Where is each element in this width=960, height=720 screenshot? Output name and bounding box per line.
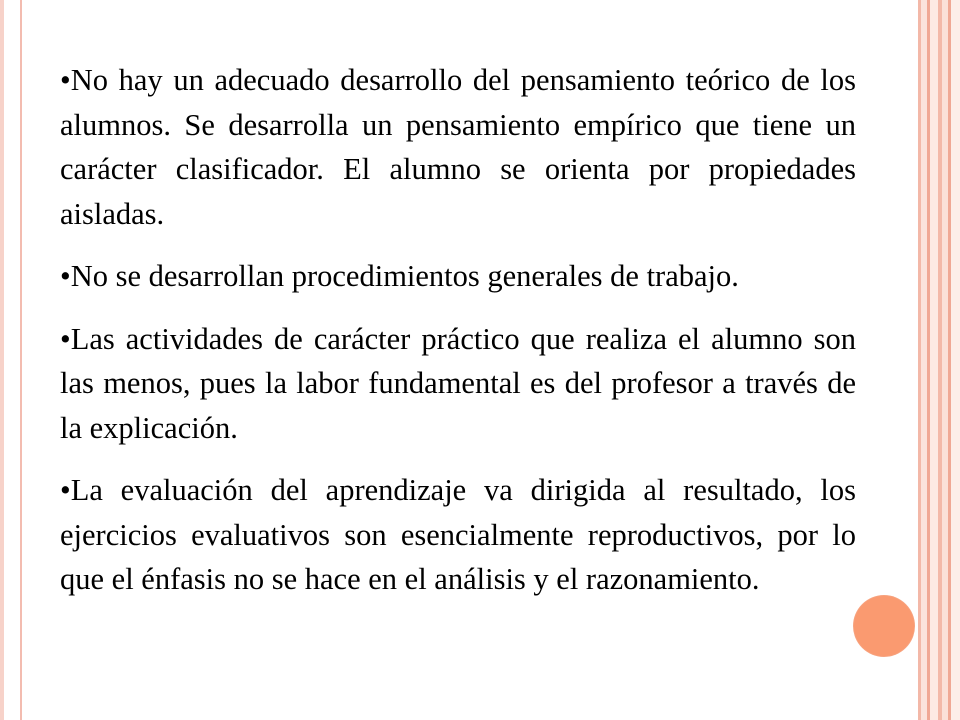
bullet-marker: • [60, 63, 71, 97]
stripe [951, 0, 960, 720]
bullet-item [60, 58, 856, 236]
bullet-item [60, 317, 856, 451]
right-decorative-stripes [918, 0, 960, 720]
bullet-item [60, 254, 856, 299]
bullet-list [60, 58, 856, 602]
left-frame-border [0, 0, 22, 720]
bullet-text: No hay un adecuado desarrollo del pensamiento teórico de los alumnos. Se desarrolla un pensamiento empírico que tiene un carácter clasificador. El alumno se orienta por propiedades aisladas. [60, 63, 856, 231]
bullet-text: No se desarrollan procedimientos generales de trabajo. [70, 259, 739, 293]
bullet-item [60, 468, 856, 602]
bullet-text: Las actividades de carácter práctico que realiza el alumno son las menos, pues la labor fundamental es del profesor a través de la explicación. [60, 321, 856, 445]
bullet-marker: • [60, 473, 71, 507]
stripe [930, 0, 938, 720]
bullet-text: La evaluación del aprendizaje va dirigida al resultado, los ejercicios evaluativos son esencialmente reproductivos, por lo que el énfasis no se hace en el análisis y el razonamiento. [60, 473, 856, 596]
bullet-marker: • [60, 321, 71, 356]
bullet-marker: • [60, 259, 71, 293]
decorative-circle-icon [854, 596, 914, 656]
